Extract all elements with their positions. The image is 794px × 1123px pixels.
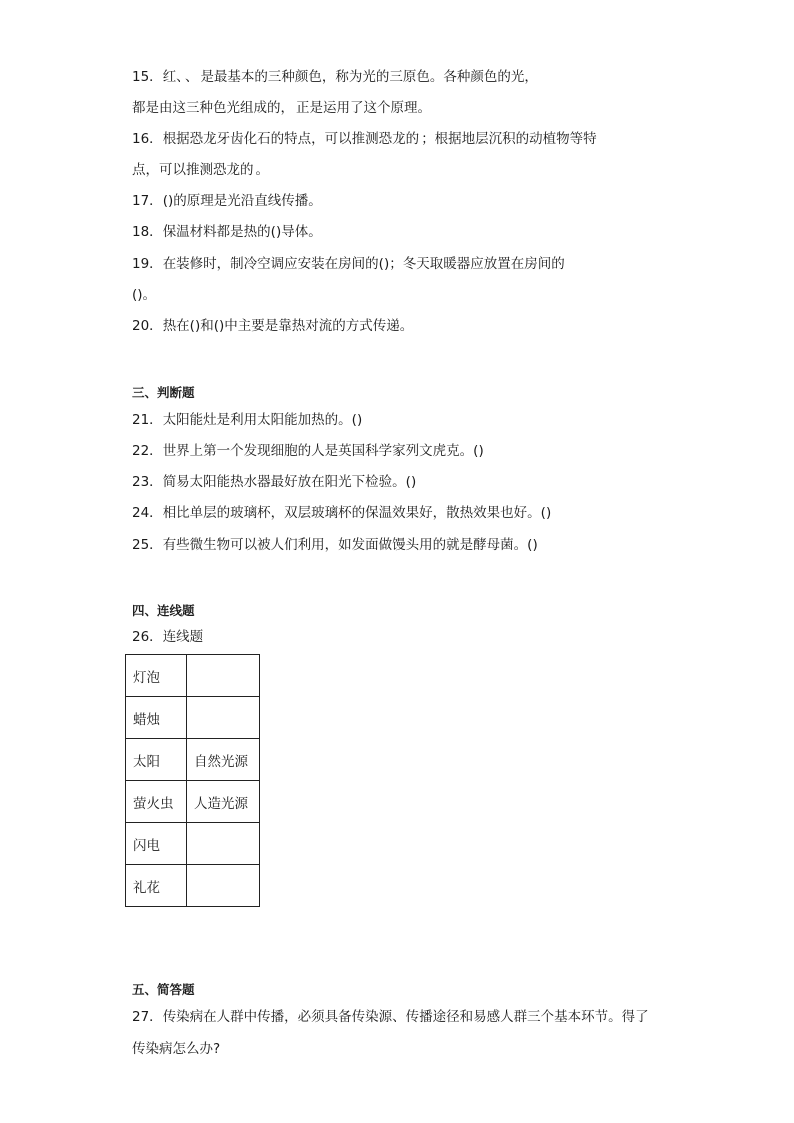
question-text: )的原理是光沿直线传播。 xyxy=(167,193,322,209)
question-text: 传染病在人群中传播，必须具备传染源、传播途径和易感人群三个基本环节。得了 xyxy=(162,1009,649,1025)
question-text: )。 xyxy=(137,287,157,303)
question-24 xyxy=(132,504,551,522)
table-cell-right[interactable] xyxy=(187,697,260,739)
question-text: 热在( xyxy=(162,318,195,334)
question-number: 15． xyxy=(132,69,163,85)
question-16-line-1 xyxy=(132,130,597,148)
question-19-line-2 xyxy=(132,286,156,304)
question-text: 、 xyxy=(184,69,199,85)
section-heading-judge: 三、判断题 xyxy=(132,385,195,400)
question-22 xyxy=(132,442,484,460)
question-text: 。 xyxy=(255,162,269,178)
table-cell-left[interactable]: 蜡烛 xyxy=(126,697,187,739)
question-26 xyxy=(132,628,203,646)
question-text: ) xyxy=(532,537,538,553)
question-text: 连线题 xyxy=(162,629,204,645)
table-cell-left[interactable]: 礼花 xyxy=(126,865,187,907)
question-text: 是最基本的三种颜色，称为光的三原色。各种颜色的光， xyxy=(200,69,538,85)
question-17 xyxy=(132,192,322,210)
section-heading-matching: 四、连线题 xyxy=(132,603,195,618)
table-cell-left[interactable]: 灯泡 xyxy=(126,655,187,697)
question-text: 太阳能灶是利用太阳能加热的。( xyxy=(162,412,357,428)
question-text: 有些微生物可以被人们利用，如发面做馒头用的就是酵母菌。( xyxy=(162,537,533,553)
question-text: )；冬天取暖器应放置在房间的 xyxy=(383,256,565,272)
question-23 xyxy=(132,473,416,491)
table-cell-right[interactable] xyxy=(187,655,260,697)
table-row xyxy=(126,697,260,739)
question-number: 22． xyxy=(132,443,163,459)
question-number: 20． xyxy=(132,318,163,334)
question-text: ) xyxy=(545,505,552,521)
question-text: 保温材料都是热的( xyxy=(162,224,276,240)
table-cell-right[interactable]: 人造光源 xyxy=(187,781,260,823)
question-25 xyxy=(132,536,538,554)
question-number: 18． xyxy=(132,224,163,240)
table-row xyxy=(126,781,260,823)
question-text: 世界上第一个发现细胞的人是英国科学家列文虎克。( xyxy=(162,443,479,459)
question-text: 正是运用了这个原理。 xyxy=(296,100,431,116)
table-cell-right[interactable] xyxy=(187,865,260,907)
table-cell-right[interactable]: 自然光源 xyxy=(187,739,260,781)
table-cell-left[interactable]: 萤火虫 xyxy=(126,781,187,823)
question-text: ；根据地层沉积的动植物等特 xyxy=(421,131,597,147)
question-text: ) xyxy=(410,474,417,490)
table-row xyxy=(126,655,260,697)
question-number: 21． xyxy=(132,412,163,428)
matching-table xyxy=(125,654,260,907)
question-text: 根据恐龙牙齿化石的特点，可以推测恐龙的 xyxy=(162,131,420,147)
question-15-line-2 xyxy=(132,99,431,117)
table-cell-right[interactable] xyxy=(187,823,260,865)
question-text: 都是由这三种色光组成的， xyxy=(132,100,294,116)
question-number: 17． xyxy=(132,193,163,209)
table-row xyxy=(126,865,260,907)
question-16-line-2 xyxy=(132,161,269,179)
question-21 xyxy=(132,411,362,429)
section-heading-short-answer: 五、简答题 xyxy=(132,982,195,997)
question-text: 相比单层的玻璃杯，双层玻璃杯的保温效果好，散热效果也好。( xyxy=(162,505,546,521)
table-row xyxy=(126,823,260,865)
question-text: 在装修时，制冷空调应安装在房间的( xyxy=(162,256,384,272)
question-text: )中主要是靠热对流的方式传递。 xyxy=(219,318,414,334)
question-text: ) xyxy=(478,443,484,459)
table-cell-left[interactable]: 太阳 xyxy=(126,739,187,781)
question-text: 点，可以推测恐龙的 xyxy=(132,162,254,178)
question-text: 红、 xyxy=(162,69,183,85)
question-number: 26． xyxy=(132,629,163,645)
question-18 xyxy=(132,223,322,241)
question-text: ) xyxy=(356,412,363,428)
question-number: 19． xyxy=(132,256,163,272)
question-27-line-1 xyxy=(132,1008,649,1026)
question-text: ( xyxy=(162,193,168,209)
question-text: )导体。 xyxy=(275,224,322,240)
question-text: )和( xyxy=(194,318,220,334)
table-row xyxy=(126,739,260,781)
question-number: 27． xyxy=(132,1009,163,1025)
question-number: 24． xyxy=(132,505,163,521)
table-cell-left[interactable]: 闪电 xyxy=(126,823,187,865)
question-27-line-2 xyxy=(132,1040,220,1058)
question-19-line-1 xyxy=(132,255,565,273)
question-20 xyxy=(132,317,413,335)
question-number: 16． xyxy=(132,131,163,147)
question-text: 简易太阳能热水器最好放在阳光下检验。( xyxy=(162,474,411,490)
question-text: 传染病怎么办? xyxy=(132,1041,221,1057)
question-number: 25． xyxy=(132,537,163,553)
question-number: 23． xyxy=(132,474,163,490)
question-15-line-1 xyxy=(132,68,538,86)
question-text: ( xyxy=(132,287,138,303)
